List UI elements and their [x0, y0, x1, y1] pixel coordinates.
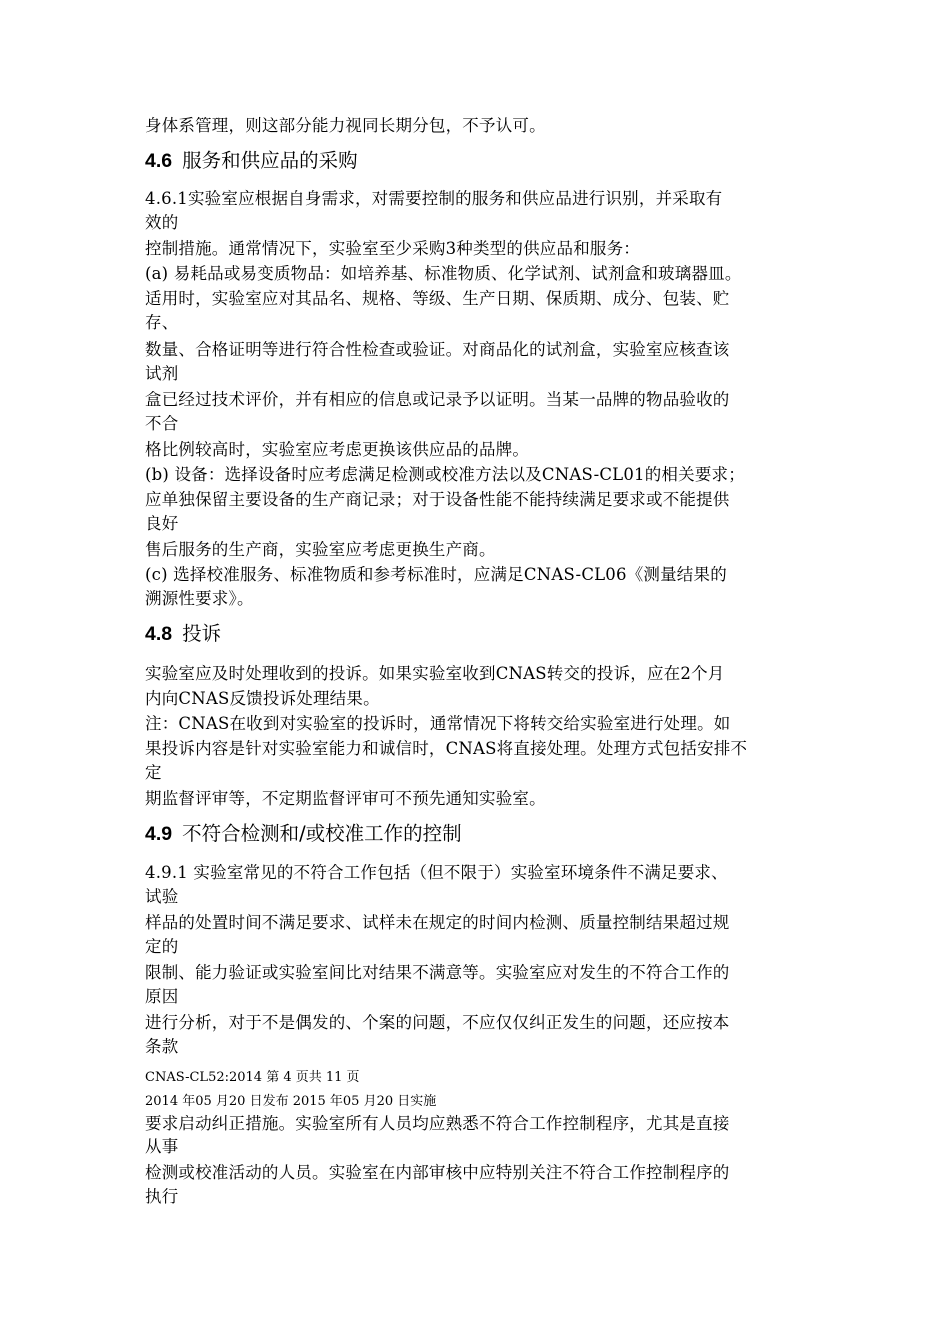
- paragraph-line: 从事: [145, 1137, 179, 1156]
- section-title: 投诉: [182, 622, 222, 645]
- paragraph-line: 数量、合格证明等进行符合性检查或验证。对商品化的试剂盒，实验室应核查该: [145, 340, 730, 359]
- section-heading-4-6: [145, 148, 358, 174]
- paragraph-line: 定: [145, 763, 162, 782]
- section-number: 4.9: [145, 823, 173, 845]
- paragraph-line: 执行: [145, 1187, 179, 1206]
- paragraph-line: 原因: [145, 987, 179, 1006]
- paragraph-line: 格比例较高时，实验室应考虑更换该供应品的品牌。: [145, 440, 530, 459]
- paragraph-line: 限制、能力验证或实验室间比对结果不满意等。实验室应对发生的不符合工作的: [145, 963, 730, 982]
- paragraph-line: 售后服务的生产商，实验室应考虑更换生产商。: [145, 540, 496, 559]
- paragraph-line: 试验: [145, 887, 179, 906]
- section-heading-4-8: [145, 621, 221, 647]
- paragraph-line: 效的: [145, 213, 179, 232]
- paragraph-line: 控制措施。通常情况下，实验室至少采购3种类型的供应品和服务：: [145, 239, 640, 258]
- paragraph-line: 良好: [145, 514, 179, 533]
- paragraph-line: 果投诉内容是针对实验室能力和诚信时，CNAS将直接处理。处理方式包括安排不: [145, 739, 748, 758]
- paragraph-line: 内向CNAS反馈投诉处理结果。: [145, 689, 380, 708]
- paragraph-line: 试剂: [145, 364, 179, 383]
- paragraph-line: 4.6.1实验室应根据自身需求，对需要控制的服务和供应品进行识别，并采取有: [145, 189, 723, 208]
- section-number: 4.8: [145, 623, 173, 645]
- paragraph-line: (c) 选择校准服务、标准物质和参考标准时，应满足CNAS-CL06《测量结果的: [145, 565, 727, 584]
- paragraph-line: 存、: [145, 313, 179, 332]
- paragraph-line: 适用时，实验室应对其品名、规格、等级、生产日期、保质期、成分、包装、贮: [145, 289, 730, 308]
- paragraph-line: 实验室应及时处理收到的投诉。如果实验室收到CNAS转交的投诉，应在2个月: [145, 664, 725, 683]
- paragraph-line: 盒已经过技术评价，并有相应的信息或记录予以证明。当某一品牌的物品验收的: [145, 390, 730, 409]
- paragraph-line: 溯源性要求》。: [145, 589, 254, 608]
- paragraph-line: 要求启动纠正措施。实验室所有人员均应熟悉不符合工作控制程序，尤其是直接: [145, 1114, 730, 1133]
- paragraph-line: 检测或校准活动的人员。实验室在内部审核中应特别关注不符合工作控制程序的: [145, 1163, 730, 1182]
- section-number: 4.6: [145, 150, 173, 172]
- paragraph-line: 定的: [145, 937, 179, 956]
- section-heading-4-9: [145, 821, 462, 847]
- page-footer-dates: 2014 年05 月20 日发布 2015 年05 月20 日实施: [145, 1094, 437, 1109]
- page-footer-number: CNAS-CL52:2014 第 4 页共 11 页: [145, 1070, 360, 1085]
- paragraph-line: 不合: [145, 414, 179, 433]
- paragraph-line: 身体系管理，则这部分能力视同长期分包，不予认可。: [145, 116, 546, 135]
- paragraph-line: 样品的处置时间不满足要求、试样未在规定的时间内检测、质量控制结果超过规: [145, 913, 730, 932]
- paragraph-line: (b) 设备：选择设备时应考虑满足检测或校准方法以及CNAS-CL01的相关要求；: [145, 465, 745, 484]
- paragraph-line: 应单独保留主要设备的生产商记录；对于设备性能不能持续满足要求或不能提供: [145, 490, 730, 509]
- paragraph-line: 注：CNAS在收到对实验室的投诉时，通常情况下将转交给实验室进行处理。如: [145, 714, 731, 733]
- paragraph-line: 条款: [145, 1037, 179, 1056]
- paragraph-line: 进行分析，对于不是偶发的、个案的问题，不应仅仅纠正发生的问题，还应按本: [145, 1013, 730, 1032]
- paragraph-line: 期监督评审等，不定期监督评审可不预先通知实验室。: [145, 789, 546, 808]
- section-title: 服务和供应品的采购: [182, 149, 358, 172]
- paragraph-line: (a) 易耗品或易变质物品：如培养基、标准物质、化学试剂、试剂盒和玻璃器皿。: [145, 264, 742, 283]
- section-title: 不符合检测和/或校准工作的控制: [182, 822, 462, 845]
- paragraph-line: 4.9.1 实验室常见的不符合工作包括（但不限于）实验室环境条件不满足要求、: [145, 863, 728, 882]
